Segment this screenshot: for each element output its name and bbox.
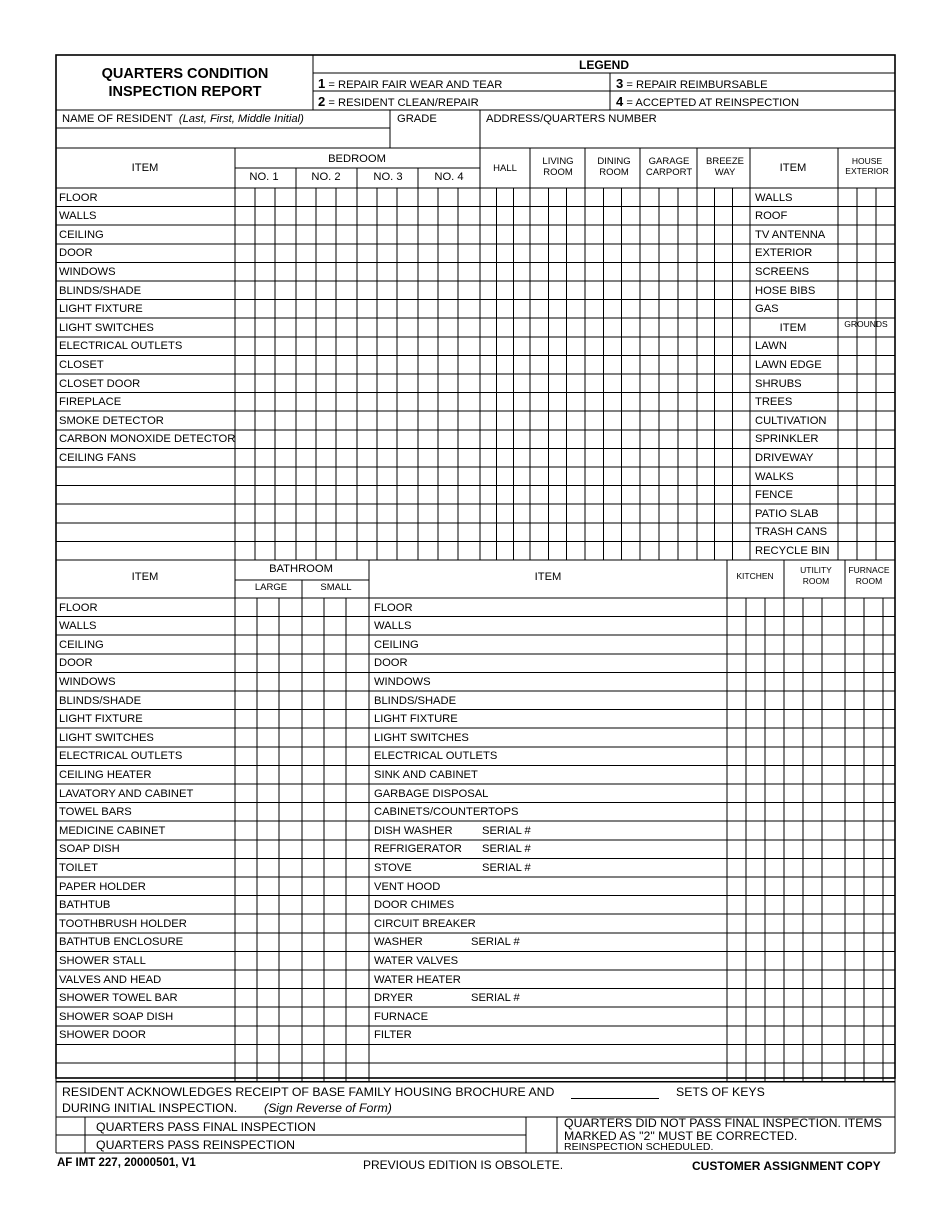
utility-room-header-1: UTILITY bbox=[800, 565, 832, 575]
exterior-item-label: HOSE BIBS bbox=[755, 284, 816, 297]
bath-item-label: TOWEL BARS bbox=[59, 806, 132, 819]
exterior-item-label: ROOF bbox=[755, 210, 788, 223]
legend-item-1: 1 = REPAIR FAIR WEAR AND TEAR bbox=[318, 76, 503, 91]
kitchen-item-label: ELECTRICAL OUTLETS bbox=[374, 750, 498, 763]
grounds-item-label: SHRUBS bbox=[755, 377, 802, 390]
bedroom-header: BEDROOM bbox=[328, 153, 386, 165]
exterior-item-label: GAS bbox=[755, 303, 779, 316]
legend-item-3: 3 = REPAIR REIMBURSABLE bbox=[616, 76, 768, 91]
exterior-item-label: WALLS bbox=[755, 191, 793, 204]
bath-item-label: SHOWER TOWEL BAR bbox=[59, 992, 178, 1005]
resident-name-label: NAME OF RESIDENT (Last, First, Middle Initial) bbox=[62, 113, 304, 125]
kitchen-item-label: STOVE bbox=[374, 861, 412, 874]
dining-room-header-2: ROOM bbox=[599, 167, 629, 178]
serial-number-label: SERIAL # bbox=[471, 936, 520, 949]
kitchen-item-label: FLOOR bbox=[374, 601, 413, 614]
s1-item-label: CLOSET DOOR bbox=[59, 377, 141, 390]
bath-item-label: PAPER HOLDER bbox=[59, 880, 146, 893]
kitchen-item-label: CABINETS/COUNTERTOPS bbox=[374, 806, 519, 819]
bath-item-label: WALLS bbox=[59, 620, 97, 633]
bath-item-label: TOILET bbox=[59, 861, 98, 874]
s1-item-label: BLINDS/SHADE bbox=[59, 284, 142, 297]
bath-item-label: SHOWER SOAP DISH bbox=[59, 1010, 174, 1023]
fail-text-line3: REINSPECTION SCHEDULED. bbox=[564, 1141, 714, 1153]
address-label: ADDRESS/QUARTERS NUMBER bbox=[486, 113, 657, 125]
grade-label: GRADE bbox=[397, 113, 437, 125]
bath-item-label: MEDICINE CABINET bbox=[59, 824, 166, 837]
bath-item-label: BATHTUB bbox=[59, 899, 111, 912]
bedroom-3-header: NO. 3 bbox=[373, 171, 403, 183]
furnace-room-header-1: FURNACE bbox=[848, 565, 890, 575]
grounds-item-label: DRIVEWAY bbox=[755, 451, 814, 464]
bath-item-label: BATHTUB ENCLOSURE bbox=[59, 936, 184, 949]
bath-item-label: FLOOR bbox=[59, 601, 98, 614]
bedroom-1-header: NO. 1 bbox=[249, 171, 279, 183]
garage-header-1: GARAGE bbox=[648, 156, 690, 167]
serial-number-label: SERIAL # bbox=[482, 824, 531, 837]
bath-item-label: TOOTHBRUSH HOLDER bbox=[59, 917, 187, 930]
ack-text: RESIDENT ACKNOWLEDGES RECEIPT OF BASE FAMILY HOUSING BROCHURE AND bbox=[62, 1085, 555, 1099]
legend-item-2: 2 = RESIDENT CLEAN/REPAIR bbox=[318, 94, 479, 109]
copy-designation: CUSTOMER ASSIGNMENT COPY bbox=[692, 1159, 881, 1173]
exterior-item-label: EXTERIOR bbox=[755, 247, 813, 260]
legend-heading: LEGEND bbox=[578, 58, 630, 72]
form-title-line2: INSPECTION REPORT bbox=[108, 84, 262, 100]
form-title-line1: QUARTERS CONDITION bbox=[101, 66, 269, 82]
kitchen-item-label: FILTER bbox=[374, 1029, 412, 1042]
form-id: AF IMT 227, 20000501, V1 bbox=[57, 1157, 196, 1169]
bath-item-label: DOOR bbox=[59, 657, 93, 670]
s1-item-label: ELECTRICAL OUTLETS bbox=[59, 340, 183, 353]
grounds-header: GROUNDS bbox=[844, 319, 888, 329]
bedroom-4-header: NO. 4 bbox=[434, 171, 464, 183]
bathroom-header: BATHROOM bbox=[269, 563, 333, 575]
grounds-item-label: TREES bbox=[755, 396, 793, 409]
s2-middle-item-header: ITEM bbox=[534, 571, 562, 583]
kitchen-header: KITCHEN bbox=[736, 571, 774, 581]
bath-small-header: SMALL bbox=[320, 582, 352, 593]
s1-item-label: FIREPLACE bbox=[59, 396, 122, 409]
kitchen-item-label: GARBAGE DISPOSAL bbox=[374, 787, 489, 800]
grounds-item-label: SPRINKLER bbox=[755, 433, 819, 446]
kitchen-item-label: DOOR bbox=[374, 657, 408, 670]
kitchen-item-label: FURNACE bbox=[374, 1010, 429, 1023]
exterior-item-label: TV ANTENNA bbox=[755, 228, 826, 241]
keys-text: SETS OF KEYS bbox=[676, 1085, 765, 1099]
s1-item-label: WINDOWS bbox=[59, 265, 116, 278]
pass-reinspection-label: QUARTERS PASS REINSPECTION bbox=[96, 1138, 296, 1152]
sign-hint: (Sign Reverse of Form) bbox=[264, 1101, 392, 1115]
house-exterior-header-1: HOUSE bbox=[851, 156, 883, 166]
bath-large-header: LARGE bbox=[254, 582, 288, 593]
s1-item-header: ITEM bbox=[131, 162, 159, 174]
kitchen-item-label: BLINDS/SHADE bbox=[374, 694, 457, 707]
serial-number-label: SERIAL # bbox=[482, 843, 531, 856]
bath-item-label: ELECTRICAL OUTLETS bbox=[59, 750, 183, 763]
bath-item-label: CEILING bbox=[59, 638, 104, 651]
serial-number-label: SERIAL # bbox=[482, 861, 531, 874]
living-room-header-1: LIVING bbox=[542, 156, 574, 167]
keys-count-field[interactable] bbox=[571, 1084, 659, 1099]
grounds-item-label: TRASH CANS bbox=[755, 526, 828, 539]
grounds-item-label: LAWN bbox=[755, 340, 787, 353]
breezeway-header-2: WAY bbox=[714, 167, 736, 178]
kitchen-item-label: VENT HOOD bbox=[374, 880, 441, 893]
grounds-item-label: PATIO SLAB bbox=[755, 507, 819, 520]
kitchen-item-label: WASHER bbox=[374, 936, 423, 949]
kitchen-item-label: DOOR CHIMES bbox=[374, 899, 455, 912]
grounds-item-label: FENCE bbox=[755, 489, 793, 502]
breezeway-header-1: BREEZE bbox=[705, 156, 745, 167]
kitchen-item-label: CEILING bbox=[374, 638, 419, 651]
s1-item-label: SMOKE DETECTOR bbox=[59, 414, 164, 427]
grounds-item-label: WALKS bbox=[755, 470, 794, 483]
bath-item-label: VALVES AND HEAD bbox=[59, 973, 162, 986]
grounds-item-label: LAWN EDGE bbox=[755, 358, 822, 371]
grounds-item-header: ITEM bbox=[779, 322, 807, 334]
exterior-item-label: SCREENS bbox=[755, 265, 810, 278]
kitchen-item-label: LIGHT FIXTURE bbox=[374, 713, 458, 726]
fail-text-line2: MARKED AS "2" MUST BE CORRECTED. bbox=[564, 1129, 798, 1143]
serial-number-label: SERIAL # bbox=[471, 992, 520, 1005]
bedroom-2-header: NO. 2 bbox=[311, 171, 341, 183]
bath-item-label: SHOWER STALL bbox=[59, 954, 146, 967]
house-exterior-header-2: EXTERIOR bbox=[845, 166, 889, 176]
legend-item-4: 4 = ACCEPTED AT REINSPECTION bbox=[616, 94, 800, 109]
obsolete-note: PREVIOUS EDITION IS OBSOLETE. bbox=[363, 1158, 564, 1172]
fail-text-line1: QUARTERS DID NOT PASS FINAL INSPECTION. ITEMS bbox=[564, 1116, 882, 1130]
garage-header-2: CARPORT bbox=[645, 167, 693, 178]
kitchen-item-label: SINK AND CABINET bbox=[374, 768, 478, 781]
kitchen-item-label: WATER VALVES bbox=[374, 954, 459, 967]
s1-item-label: CEILING FANS bbox=[59, 451, 137, 464]
bath-item-label: CEILING HEATER bbox=[59, 768, 152, 781]
pass-final-label: QUARTERS PASS FINAL INSPECTION bbox=[96, 1120, 316, 1134]
bath-item-label: BLINDS/SHADE bbox=[59, 694, 142, 707]
kitchen-item-label: WINDOWS bbox=[374, 675, 431, 688]
kitchen-item-label: DRYER bbox=[374, 992, 413, 1005]
s1-right-item-header: ITEM bbox=[779, 162, 807, 174]
kitchen-item-label: REFRIGERATOR bbox=[374, 843, 462, 856]
bath-item-label: WINDOWS bbox=[59, 675, 116, 688]
pass-final-checkbox[interactable] bbox=[70, 1120, 85, 1135]
utility-room-header-2: ROOM bbox=[802, 576, 830, 586]
kitchen-item-label: DISH WASHER bbox=[374, 824, 453, 837]
fail-final-checkbox[interactable] bbox=[540, 1117, 557, 1153]
bath-item-label: LIGHT SWITCHES bbox=[59, 731, 154, 744]
bath-item-label: SOAP DISH bbox=[59, 843, 120, 856]
s1-item-label: WALLS bbox=[59, 210, 97, 223]
s1-item-label: LIGHT SWITCHES bbox=[59, 321, 154, 334]
ack-text-line2: DURING INITIAL INSPECTION. bbox=[62, 1101, 238, 1115]
bath-item-label: SHOWER DOOR bbox=[59, 1029, 147, 1042]
s1-item-label: CEILING bbox=[59, 228, 104, 241]
living-room-header-2: ROOM bbox=[543, 167, 573, 178]
kitchen-item-label: LIGHT SWITCHES bbox=[374, 731, 469, 744]
s2-item-header: ITEM bbox=[131, 571, 159, 583]
s1-item-label: DOOR bbox=[59, 247, 93, 260]
dining-room-header-1: DINING bbox=[597, 156, 631, 167]
grounds-item-label: CULTIVATION bbox=[755, 414, 827, 427]
kitchen-item-label: WALLS bbox=[374, 620, 412, 633]
s1-item-label: LIGHT FIXTURE bbox=[59, 303, 143, 316]
kitchen-item-label: WATER HEATER bbox=[374, 973, 461, 986]
s1-item-label: CLOSET bbox=[59, 358, 104, 371]
pass-reinspection-checkbox[interactable] bbox=[70, 1137, 85, 1152]
furnace-room-header-2: ROOM bbox=[855, 576, 883, 586]
grounds-item-label: RECYCLE BIN bbox=[755, 544, 830, 557]
s1-item-label: FLOOR bbox=[59, 191, 98, 204]
s1-item-label: CARBON MONOXIDE DETECTOR bbox=[59, 433, 236, 446]
hall-header: HALL bbox=[493, 163, 517, 174]
kitchen-item-label: CIRCUIT BREAKER bbox=[374, 917, 476, 930]
bath-item-label: LIGHT FIXTURE bbox=[59, 713, 143, 726]
bath-item-label: LAVATORY AND CABINET bbox=[59, 787, 194, 800]
